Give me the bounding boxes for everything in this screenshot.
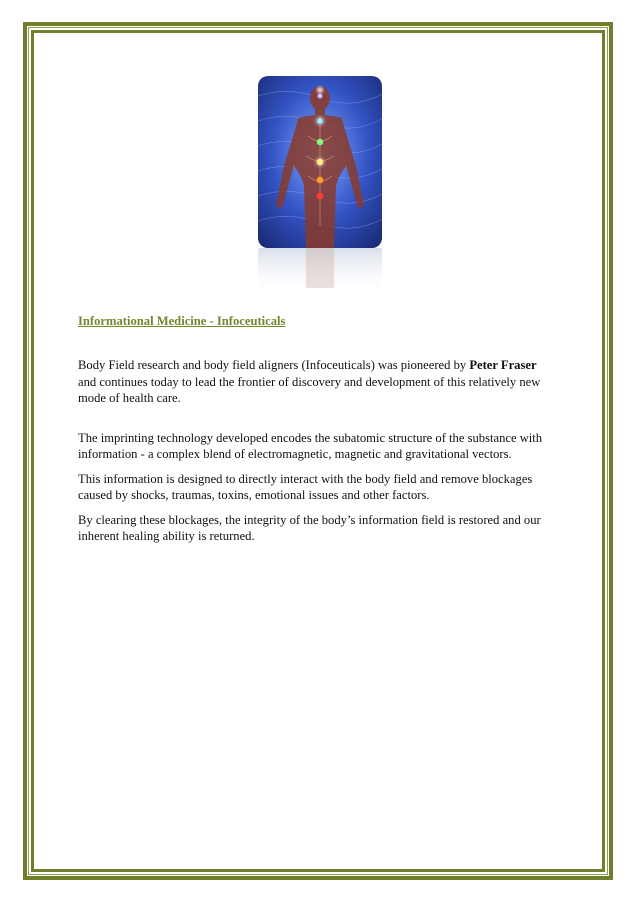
article-body — [78, 314, 556, 545]
article-heading: Informational Medicine - Infoceuticals — [78, 314, 286, 328]
paragraph-3: This information is designed to directly interact with the body field and remove blockages caused by shocks, traumas, toxins, emotional issues and other factors. — [78, 471, 533, 502]
paragraph-4: By clearing these blockages, the integrity of the body’s information field is restored and our inherent healing ability is returned. — [78, 512, 541, 543]
paragraph-1-text-b: and continues today to lead the frontier of discovery and development of this relatively new mode of health care. — [78, 374, 541, 405]
author-name: Peter Fraser — [469, 358, 537, 372]
paragraph-1-text-a: Body Field research and body field aligners (Infoceuticals) was pioneered by — [78, 358, 470, 372]
paragraph-2: The imprinting technology developed encodes the subatomic structure of the substance with information - a complex blend of electromagnetic, magnetic and gravitational vectors. — [78, 430, 543, 461]
illustration-reflection — [258, 248, 382, 298]
paragraph-1 — [78, 357, 556, 407]
body-energy-illustration — [258, 76, 382, 248]
